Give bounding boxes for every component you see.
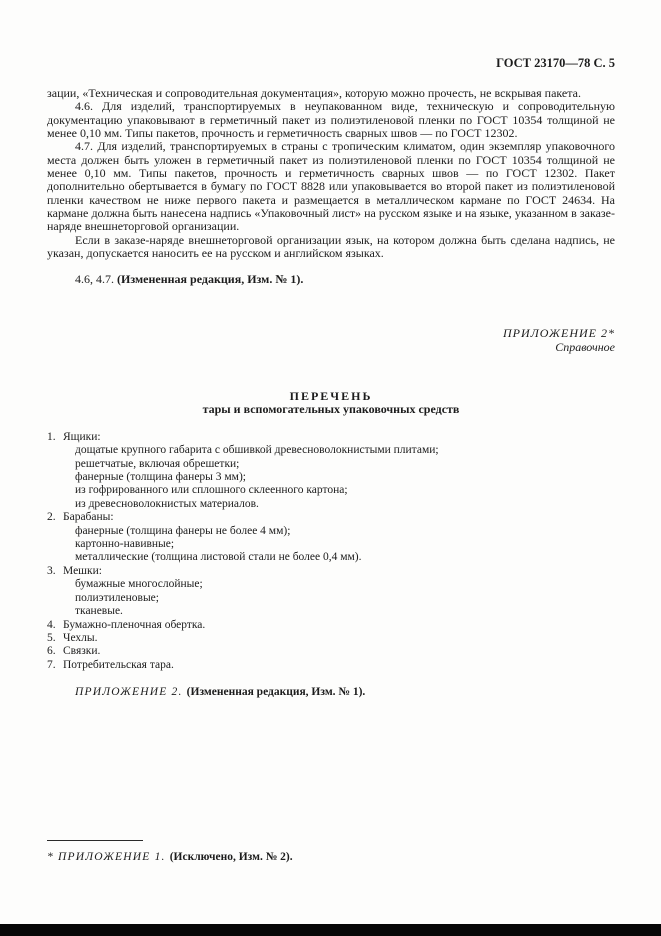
list-subitem: фанерные (толщина фанеры 3 мм); — [75, 471, 246, 484]
appendix-2-title: ПРИЛОЖЕНИЕ 2* — [503, 325, 615, 340]
list-subitem: бумажные многослойные; — [75, 578, 203, 591]
list-subitem: из гофрированного или сплошного склеенного картона; — [75, 484, 348, 497]
footnote-appendix-1-ref: * ПРИЛОЖЕНИЕ 1. — [47, 851, 170, 863]
list-item-title: Потребительская тара. — [63, 658, 174, 671]
list-item-boxes — [47, 431, 615, 444]
list-heading-line2: тары и вспомогательных упаковочных средств — [202, 402, 460, 417]
amendment-text: (Измененная редакция, Изм. № 1). — [117, 272, 304, 287]
list-subitem: дощатые крупного габарита с обшивкой древесноволокнистыми плитами; — [75, 444, 439, 457]
footnote-rule — [47, 840, 143, 841]
appendix-2-amendment-note — [47, 685, 615, 699]
list-item-title: Связки. — [63, 645, 101, 658]
list-subitem: фанерные (толщина фанеры не более 4 мм); — [75, 524, 291, 537]
amendment-note — [47, 273, 615, 286]
packaging-list — [47, 431, 615, 672]
doc-code: ГОСТ 23170—78 С. 5 — [496, 56, 615, 70]
footnote-text — [47, 850, 293, 864]
list-item-number: 4. — [47, 618, 56, 631]
list-subitem: решетчатые, включая обрешетки; — [75, 457, 240, 470]
list-subitem: полиэтиленовые; — [75, 591, 159, 604]
list-item-bundles — [47, 645, 615, 658]
list-item-number: 6. — [47, 645, 56, 658]
appendix-2-amendment: (Измененная редакция, Изм. № 1). — [186, 686, 366, 699]
list-item-title: Ящики: — [63, 430, 101, 443]
list-subitem: металлические (толщина листовой стали не более 0,4 мм). — [75, 551, 362, 564]
paragraph-4-7: 4.7. Для изделий, транспортируемых в страны с тропическим климатом, один экземпляр упаковочного места должен быть уложен в герметичный пакет из полиэтиленовой пленки по ГОСТ 10354 толщиной не менее 0,10 мм. Типы пакетов, прочность и герметичность сварных швов — по ГОСТ 12302. Пакет дополнительно обертывается в бумагу по ГОСТ 8828 или упаковывается во второй пакет из полиэтиленовой пленки качеством не ниже первого пакета и размещается в металлическом кармане по ГОСТ 24634. На кармане должна быть нанесена надпись «Упаковочный лист» на русском языке и на языке, указанном в заказе-наряде внешнеторговой организации. — [47, 139, 615, 234]
list-item-title: Барабаны: — [63, 511, 114, 524]
paragraph-continuation: зации, «Техническая и сопроводительная документация», которую можно прочесть, не вскрывая пакета. — [47, 86, 581, 100]
list-heading-line1: ПЕРЕЧЕНЬ — [289, 388, 373, 403]
list-item-covers — [47, 632, 615, 645]
list-item-number: 3. — [47, 564, 56, 577]
list-heading — [47, 390, 615, 417]
list-subitem: из древесноволокнистых материалов. — [75, 497, 259, 510]
amendment-clauses: 4.6, 4.7. — [75, 272, 117, 287]
page-header — [47, 57, 615, 70]
paragraph-4-6: 4.6. Для изделий, транспортируемых в неупакованном виде, техническую и сопроводительную документацию упаковывают в герметичный пакет из полиэтиленовой пленки по ГОСТ 10354 толщиной не менее 0,10 мм. Типы пакетов, прочность и герметичность сварных швов — по ГОСТ 12302. — [47, 99, 615, 141]
paragraph-language-note: Если в заказе-наряде внешнеторговой организации язык, на котором должна быть сделана надпись, не указан, допускается наносить ее на русском и английском языках. — [47, 232, 615, 261]
list-item-title: Чехлы. — [63, 631, 98, 644]
footnote — [47, 840, 293, 864]
list-item-title: Мешки: — [63, 564, 102, 577]
body-text — [47, 87, 615, 287]
scan-edge-bar — [0, 924, 661, 936]
list-item-number: 5. — [47, 631, 56, 644]
appendix-2-label — [47, 326, 615, 354]
list-subitem: тканевые. — [75, 605, 123, 618]
list-item-number: 2. — [47, 511, 56, 524]
list-item-number: 7. — [47, 658, 56, 671]
list-item-consumer — [47, 659, 615, 672]
list-subitem: картонно-навивные; — [75, 538, 175, 551]
appendix-2-subtitle: Справочное — [555, 339, 615, 354]
footnote-appendix-1-status: (Исключено, Изм. № 2). — [169, 851, 293, 863]
list-item-wrap — [47, 619, 615, 632]
list-item-number: 1. — [47, 430, 56, 443]
list-item-sacks — [47, 565, 615, 578]
list-item-title: Бумажно-пленочная обертка. — [63, 618, 206, 631]
list-item-drums — [47, 511, 615, 524]
appendix-2-ref: ПРИЛОЖЕНИЕ 2. — [75, 686, 187, 699]
